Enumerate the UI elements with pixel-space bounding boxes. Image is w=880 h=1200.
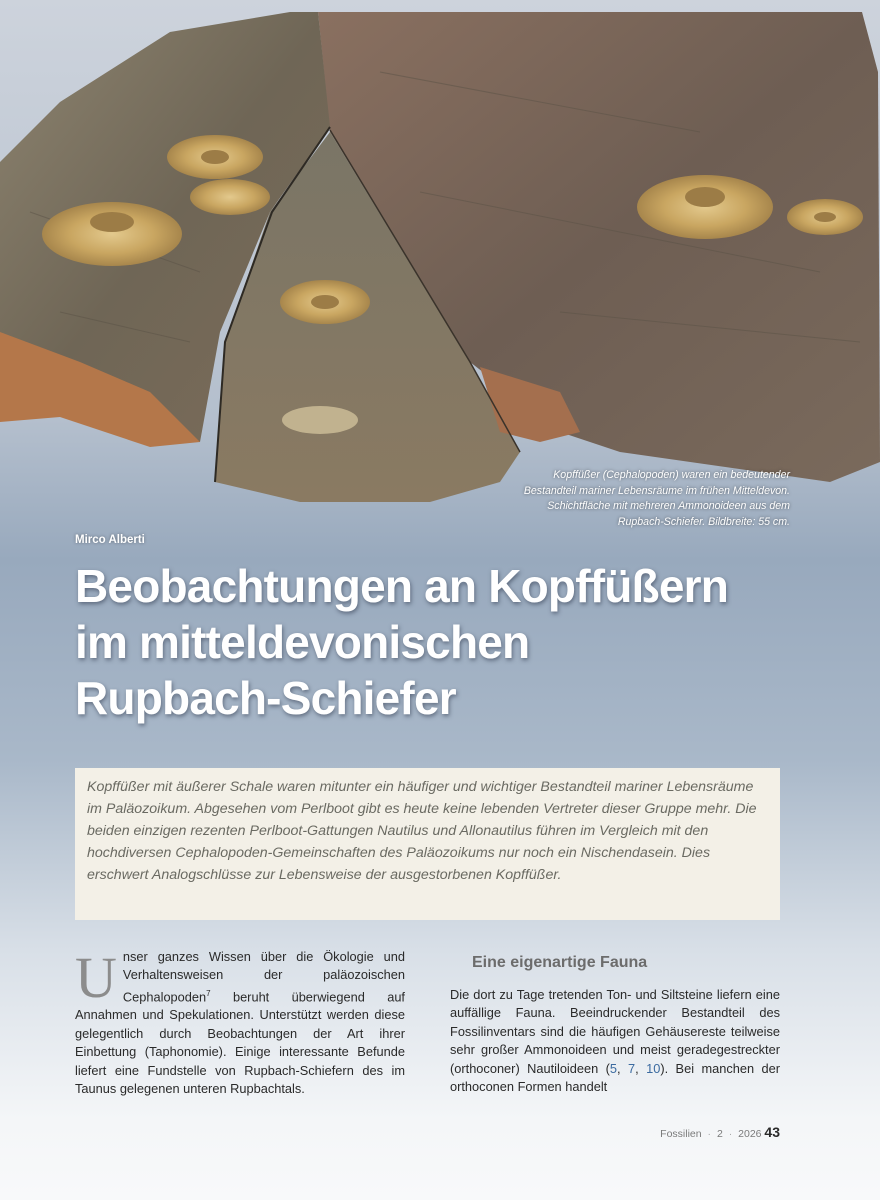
body-column-left [75, 945, 405, 1099]
title-line: Beobachtungen an Kopffüßern [75, 560, 729, 612]
dropcap-letter: U [75, 945, 117, 1010]
title-line: Rupbach-Schiefer [75, 672, 456, 724]
photo-caption: Kopffüßer (Cephalopoden) waren ein bedeutender Bestandteil mariner Lebensräume im frühen Mitteldevon. Schichtfläche mit mehreren Ammonoideen aus dem Rupbach-Schiefer. Bildbreite: 55 cm. [523, 469, 790, 528]
article-title [75, 558, 865, 726]
page-number: 43 [764, 1124, 780, 1140]
body-text: ). Bei manchen der orthoconen Formen handelt [450, 1060, 780, 1095]
body-text: beruht überwiegend auf Annahmen und Spekulationen. Unterstützt werden diese gelegentlich durch Beobachtungen der Art ihrer Einbettung (Taphonomie). Einige interessante Befunde liefert eine Fundstelle von Rupbach-Schiefern des im Taunus gelegenen unteren Rupbachtals. [75, 989, 405, 1097]
body-text: nser ganzes Wissen über die Ökologie und Verhaltensweisen der paläozoischen Cephalopoden [122, 949, 405, 1005]
body-paragraph [450, 986, 780, 1096]
issue-year: 2026 [738, 1128, 762, 1140]
body-text: Die dort zu Tage tretenden Ton- und Siltsteine liefern eine auffällige Fauna. Beeindruckender Bestandteil des Fossilinventars sind die häufigen Gehäusereste teilweise sehr großer Ammonoideen und meist geradegestreckter (orthoconer) Nautiloideen ( [450, 987, 780, 1076]
page-footer: Fossilien · 2 · 2026 43 [660, 1124, 780, 1140]
author-name: Mirco Alberti [75, 534, 145, 546]
reference-link[interactable]: 7 [628, 1060, 636, 1076]
ref-separator: , [635, 1060, 647, 1076]
reference-link[interactable]: 5 [609, 1060, 618, 1076]
title-line: im mitteldevonischen [75, 616, 530, 668]
ref-separator: , [617, 1060, 629, 1076]
body-column-right [450, 952, 780, 1096]
issue-number: 2 [716, 1128, 723, 1140]
fossil-slab-photo [0, 12, 880, 532]
reference-link[interactable]: 10 [646, 1060, 661, 1076]
section-heading: Eine eigenartige Fauna [472, 954, 648, 971]
article-abstract: Kopffüßer mit äußerer Schale waren mitunter ein häufiger und wichtiger Bestandteil mariner Lebensräume im Paläozoikum. Abgesehen vom Perlboot gibt es heute keine lebenden Vertreter dieser Gruppe mehr. Die beiden einzigen rezenten Perlboot-Gattungen Nautilus und Allonautilus führen im Vergleich mit den hochdiversen Cephalopoden-Gemeinschaften des Paläozoikums nur noch ein Nischendasein. Dies erschwert Analogschlüsse zur Lebensweise der ausgestorbenen Kopffüßer. [75, 768, 780, 920]
journal-name: Fossilien [660, 1128, 702, 1140]
footnote-ref: 7 [206, 988, 211, 998]
